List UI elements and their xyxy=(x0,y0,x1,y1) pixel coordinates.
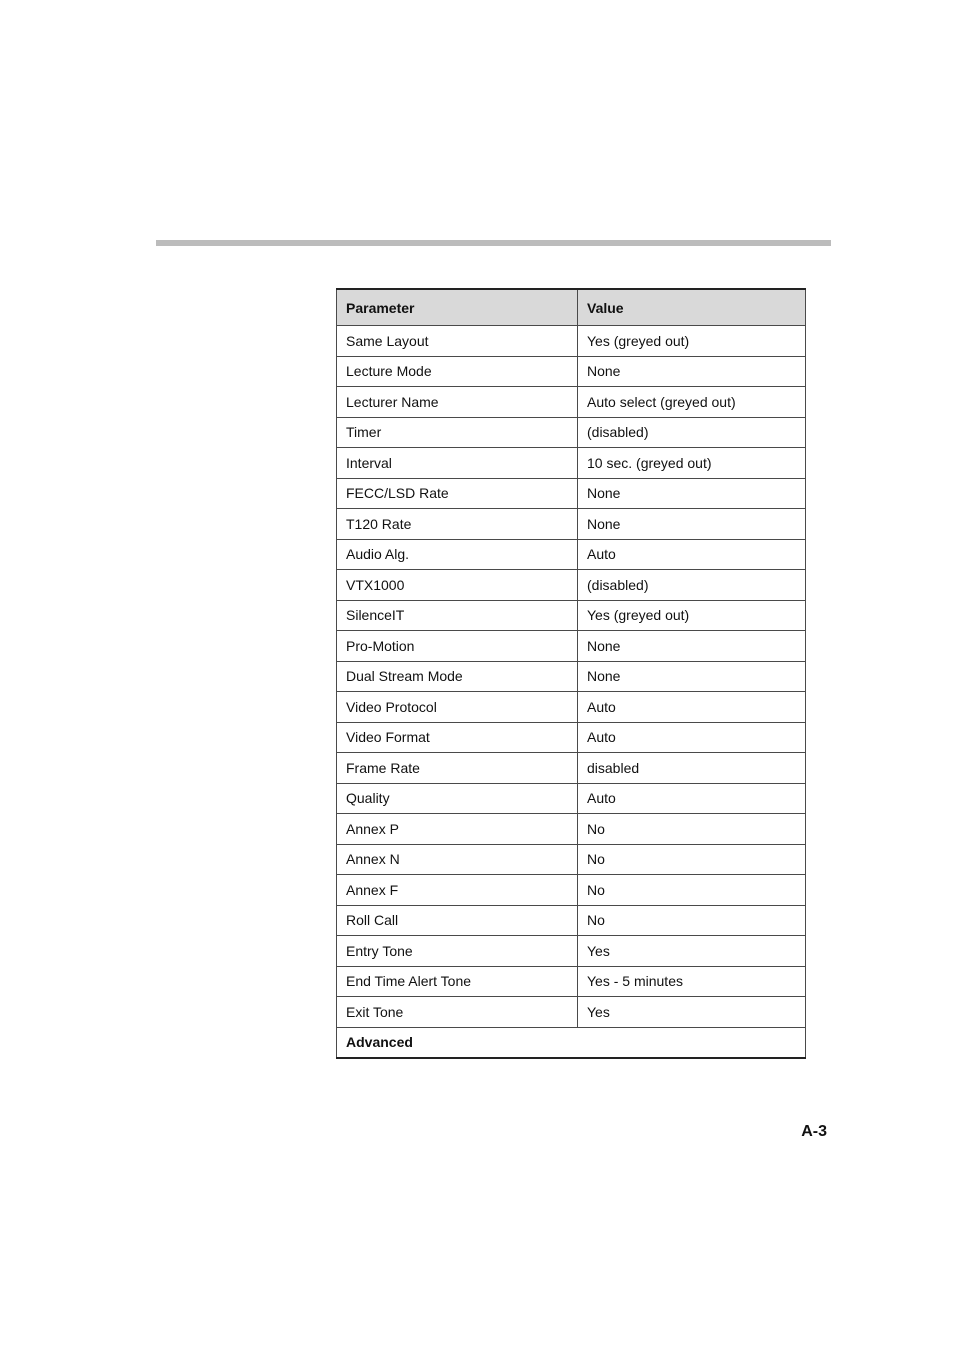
parameter-cell: Pro-Motion xyxy=(337,631,578,662)
table-row xyxy=(337,783,806,814)
parameter-cell: T120 Rate xyxy=(337,509,578,540)
value-cell: No xyxy=(578,844,806,875)
parameter-cell: Timer xyxy=(337,417,578,448)
table-row xyxy=(337,539,806,570)
parameter-cell: Audio Alg. xyxy=(337,539,578,570)
column-header-value: Value xyxy=(578,289,806,326)
value-cell: None xyxy=(578,478,806,509)
table-row xyxy=(337,448,806,479)
table-row xyxy=(337,417,806,448)
value-cell: Auto select (greyed out) xyxy=(578,387,806,418)
parameter-cell: FECC/LSD Rate xyxy=(337,478,578,509)
value-cell: 10 sec. (greyed out) xyxy=(578,448,806,479)
value-cell: None xyxy=(578,356,806,387)
parameter-cell: Exit Tone xyxy=(337,997,578,1028)
parameter-cell: End Time Alert Tone xyxy=(337,966,578,997)
parameter-cell: Same Layout xyxy=(337,326,578,357)
value-cell: (disabled) xyxy=(578,417,806,448)
parameter-cell: Video Protocol xyxy=(337,692,578,723)
parameter-cell: Frame Rate xyxy=(337,753,578,784)
parameter-cell: Video Format xyxy=(337,722,578,753)
table-body xyxy=(337,326,806,1059)
parameter-table xyxy=(336,288,806,1059)
value-cell: Auto xyxy=(578,692,806,723)
value-cell: No xyxy=(578,814,806,845)
value-cell: (disabled) xyxy=(578,570,806,601)
table-row xyxy=(337,753,806,784)
parameter-cell: SilenceIT xyxy=(337,600,578,631)
value-cell: None xyxy=(578,631,806,662)
table-row xyxy=(337,875,806,906)
table-row xyxy=(337,509,806,540)
table-row xyxy=(337,905,806,936)
value-cell: Yes - 5 minutes xyxy=(578,966,806,997)
parameter-cell: Interval xyxy=(337,448,578,479)
value-cell: Auto xyxy=(578,783,806,814)
value-cell: No xyxy=(578,905,806,936)
table-row xyxy=(337,692,806,723)
parameter-cell: Annex P xyxy=(337,814,578,845)
parameter-cell: Lecturer Name xyxy=(337,387,578,418)
table-row xyxy=(337,356,806,387)
table-row xyxy=(337,326,806,357)
table-header-row xyxy=(337,289,806,326)
parameter-cell: Lecture Mode xyxy=(337,356,578,387)
section-row-advanced xyxy=(337,1027,806,1058)
column-header-parameter: Parameter xyxy=(337,289,578,326)
table-row xyxy=(337,478,806,509)
table-row xyxy=(337,387,806,418)
value-cell: None xyxy=(578,661,806,692)
header-rule xyxy=(156,240,831,246)
table-row xyxy=(337,570,806,601)
table-row xyxy=(337,600,806,631)
table-row xyxy=(337,936,806,967)
table-row xyxy=(337,966,806,997)
parameter-cell: Entry Tone xyxy=(337,936,578,967)
value-cell: disabled xyxy=(578,753,806,784)
table-row xyxy=(337,722,806,753)
table-row xyxy=(337,997,806,1028)
parameter-cell: Annex F xyxy=(337,875,578,906)
parameter-cell: Annex N xyxy=(337,844,578,875)
table-row xyxy=(337,631,806,662)
value-cell: Yes xyxy=(578,936,806,967)
parameter-cell: Roll Call xyxy=(337,905,578,936)
value-cell: Yes (greyed out) xyxy=(578,326,806,357)
value-cell: Yes (greyed out) xyxy=(578,600,806,631)
value-cell: No xyxy=(578,875,806,906)
table-row xyxy=(337,661,806,692)
value-cell: Auto xyxy=(578,539,806,570)
table-row xyxy=(337,814,806,845)
value-cell: Yes xyxy=(578,997,806,1028)
value-cell: None xyxy=(578,509,806,540)
section-label: Advanced xyxy=(337,1027,806,1058)
value-cell: Auto xyxy=(578,722,806,753)
parameter-cell: VTX1000 xyxy=(337,570,578,601)
parameter-cell: Dual Stream Mode xyxy=(337,661,578,692)
parameter-cell: Quality xyxy=(337,783,578,814)
table-row xyxy=(337,844,806,875)
page-number: A-3 xyxy=(801,1123,827,1140)
